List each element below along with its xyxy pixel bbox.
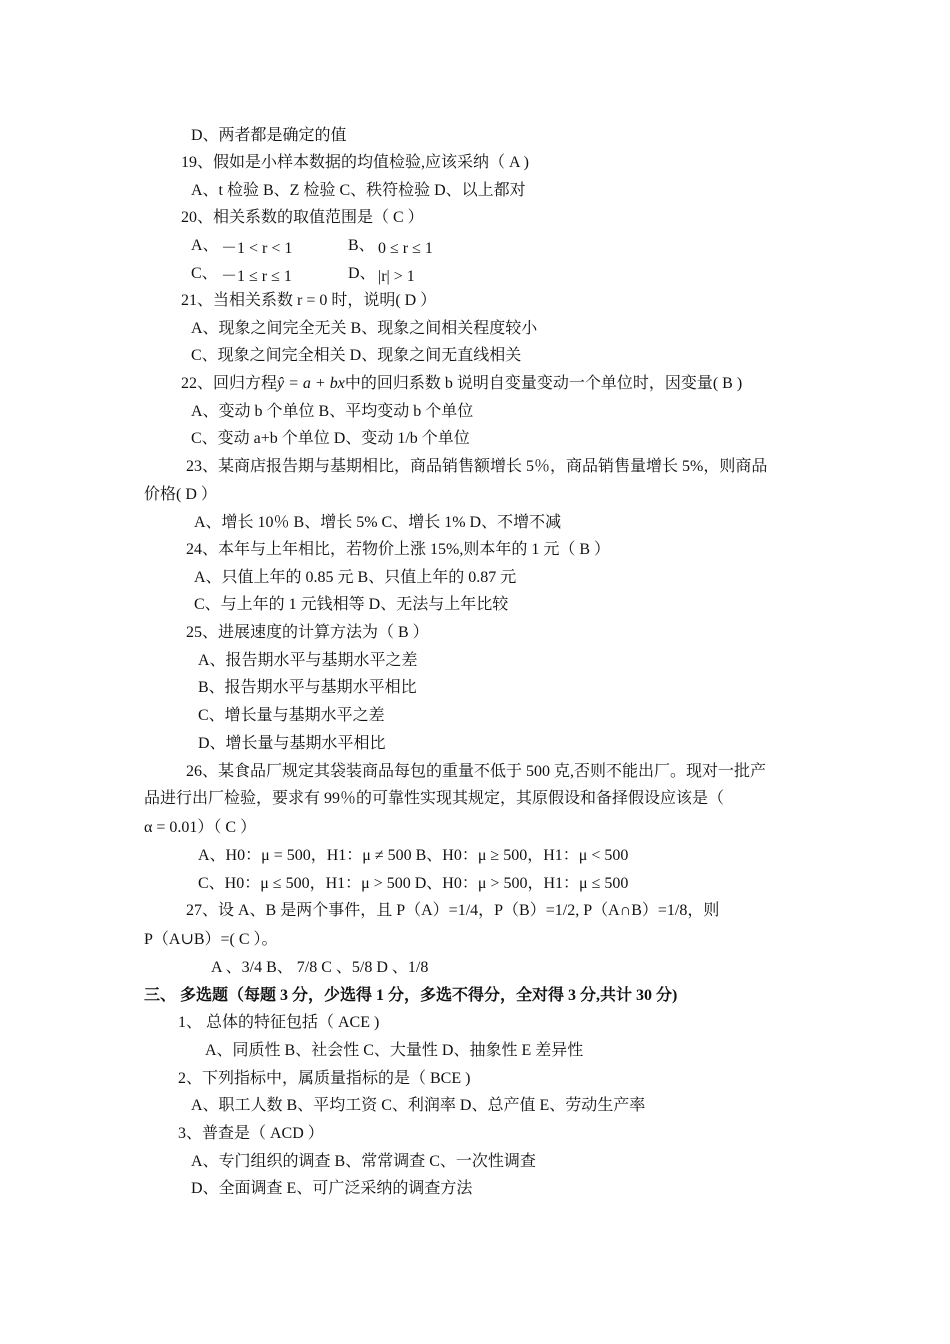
option-line: A、同质性 B、社会性 C、大量性 D、抽象性 E 差异性 — [205, 1042, 584, 1059]
option-line: C、与上年的 1 元钱相等 D、无法与上年比较 — [194, 596, 509, 613]
math-range: |r| > 1 — [378, 268, 415, 285]
option-line: A、t 检验 B、Z 检验 C、秩符检验 D、以上都对 — [191, 182, 526, 199]
math-range: －1 < r < 1 — [221, 240, 293, 257]
question-21: 21、当相关系数 r = 0 时，说明( D ） — [181, 292, 437, 309]
option-line: A、专门组织的调查 B、常常调查 C、一次性调查 — [191, 1153, 536, 1170]
question-27: 27、设 A、B 是两个事件，且 P（A）=1/4，P（B）=1/2, P（A∩B）=1/8，则 — [186, 902, 720, 919]
option-line: A、报告期水平与基期水平之差 — [198, 652, 418, 669]
option-line: A、增长 10％ B、增长 5% C、增长 1% D、不增不减 — [194, 514, 562, 531]
question-25: 25、进展速度的计算方法为（ B ） — [186, 624, 429, 641]
question-m1: 1、 总体的特征包括（ ACE ) — [178, 1014, 380, 1031]
option-line: B、报告期水平与基期水平相比 — [198, 679, 417, 696]
question-22-suffix: 中的回归系数 b 说明自变量变动一个单位时，因变量( B ) — [344, 375, 743, 392]
option-line: C、H0：μ ≤ 500，H1：μ > 500 D、H0：μ > 500，H1：μ ≤ 500 — [198, 875, 629, 892]
question-27-cont: P（A∪B）=( C ）。 — [144, 931, 278, 948]
question-26: 26、某食品厂规定其袋装商品每包的重量不低于 500 克,否则不能出厂。现对一批产 — [186, 763, 767, 780]
question-m2: 2、下列指标中，属质量指标的是（ BCE ) — [178, 1070, 471, 1087]
option-line: A、职工人数 B、平均工资 C、利润率 D、总产值 E、劳动生产率 — [191, 1097, 646, 1114]
option-label: D、 — [348, 265, 376, 282]
question-23: 23、某商店报告期与基期相比，商品销售额增长 5％，商品销售量增长 5%，则商品 — [186, 458, 768, 475]
option-line: D、两者都是确定的值 — [191, 127, 347, 144]
math-range: －1 ≤ r ≤ 1 — [221, 268, 292, 285]
question-20: 20、相关系数的取值范围是（ C ） — [181, 209, 424, 226]
option-line: A 、3/4 B、 7/8 C 、5/8 D 、1/8 — [211, 959, 429, 976]
option-label: B、 — [348, 237, 375, 254]
option-label: C、 — [191, 265, 218, 282]
question-26-cont: α = 0.01）（ C ） — [144, 819, 257, 836]
option-line: C、现象之间完全相关 D、现象之间无直线相关 — [191, 347, 522, 364]
question-22 — [181, 373, 742, 395]
option-line: A、变动 b 个单位 B、平均变动 b 个单位 — [191, 403, 474, 420]
math-range: 0 ≤ r ≤ 1 — [378, 240, 433, 257]
regression-equation: ŷ = a + bx — [277, 375, 345, 392]
option-line: D、全面调查 E、可广泛采纳的调查方法 — [191, 1180, 473, 1197]
question-24: 24、本年与上年相比，若物价上涨 15%,则本年的 1 元（ B ） — [186, 541, 611, 558]
question-23-cont: 价格( D ） — [144, 486, 217, 503]
option-line: C、变动 a+b 个单位 D、变动 1/b 个单位 — [191, 430, 470, 447]
question-26-cont: 品进行出厂检验，要求有 99％的可靠性实现其规定，其原假设和备择假设应该是（ — [144, 790, 725, 807]
question-22-prefix: 22、回归方程 — [181, 375, 278, 392]
option-line: A、H0：μ = 500，H1：μ ≠ 500 B、H0：μ ≥ 500，H1：μ < 500 — [198, 847, 629, 864]
option-line: D、增长量与基期水平相比 — [198, 735, 386, 752]
option-label: A、 — [191, 237, 219, 254]
option-line: C、增长量与基期水平之差 — [198, 707, 385, 724]
option-line: A、现象之间完全无关 B、现象之间相关程度较小 — [191, 320, 538, 337]
option-line: A、只值上年的 0.85 元 B、只值上年的 0.87 元 — [194, 569, 517, 586]
question-19: 19、假如是小样本数据的均值检验,应该采纳（ A ) — [181, 154, 530, 171]
section-heading: 三、 多选题（每题 3 分，少选得 1 分，多选不得分，全对得 3 分,共计 30 分) — [144, 987, 678, 1004]
question-m3: 3、普查是（ ACD ） — [178, 1125, 324, 1142]
